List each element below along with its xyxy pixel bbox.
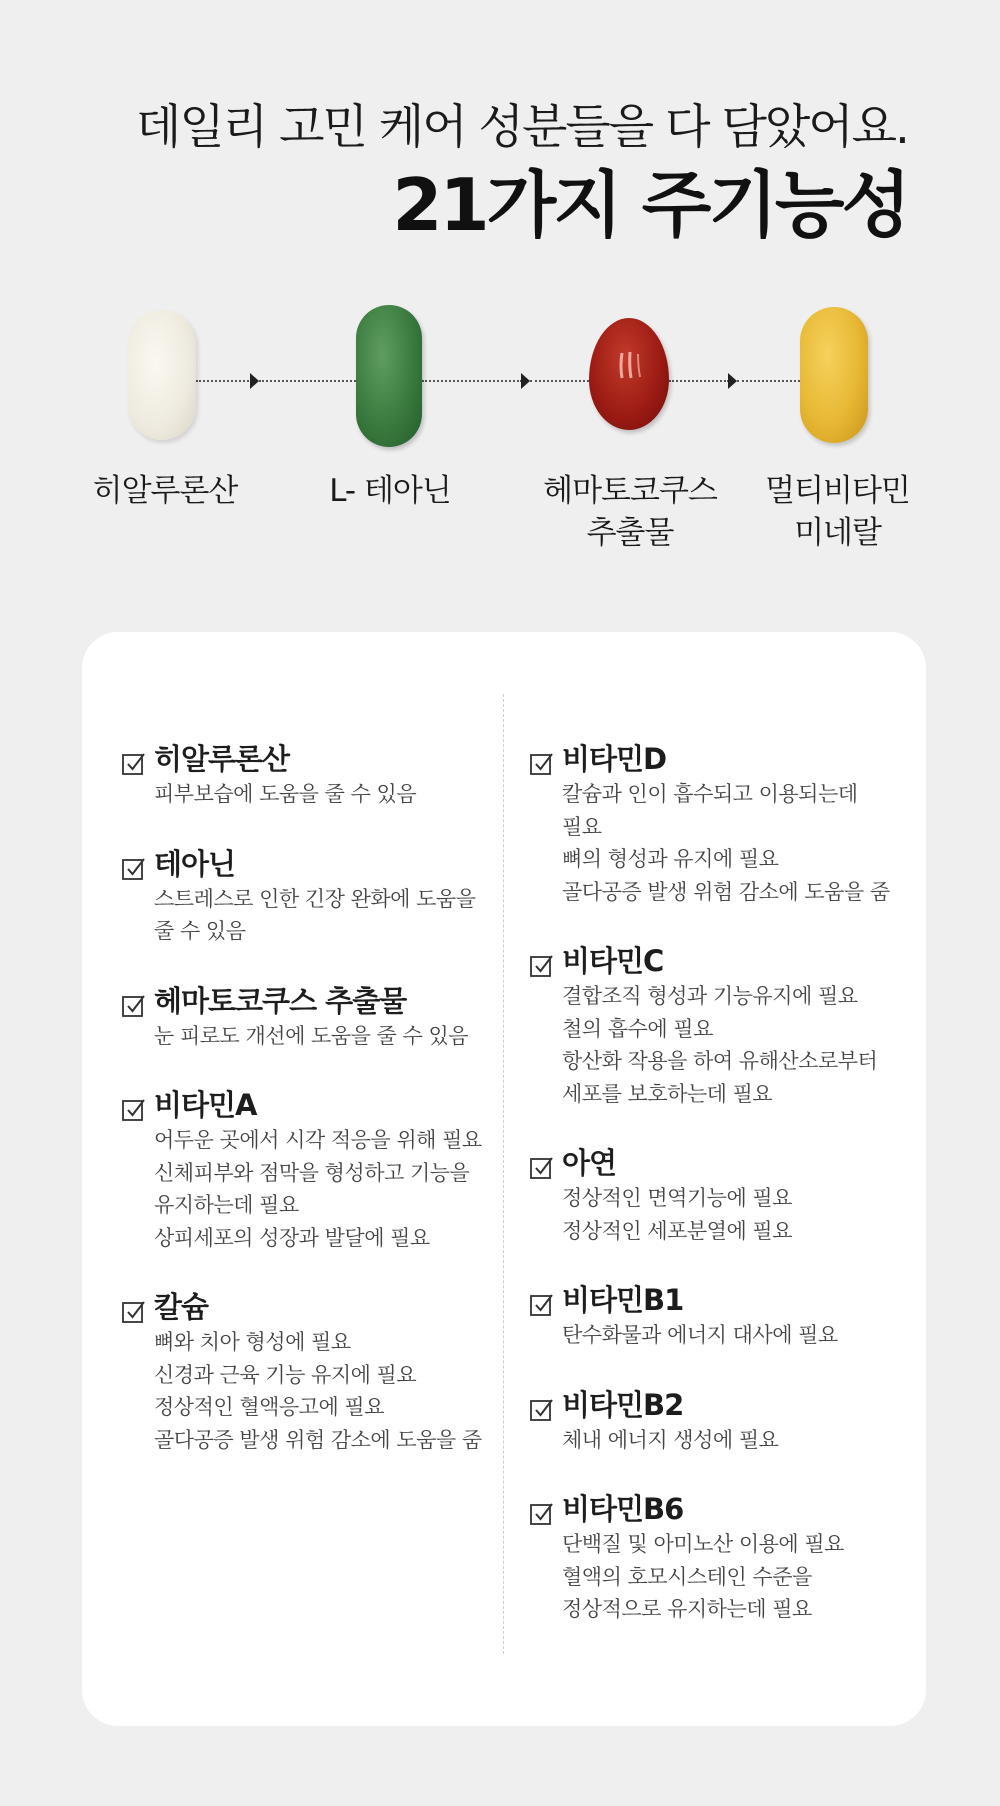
column-divider — [503, 694, 504, 1654]
ingredient-title: 헤마토코쿠스 추출물 — [154, 983, 407, 1018]
ingredient-description: 필요 — [562, 814, 602, 839]
ingredient-description: 신체피부와 점막을 형성하고 기능을 — [154, 1160, 470, 1185]
ingredient-description: 뼈의 형성과 유지에 필요 — [562, 847, 779, 871]
ingredient-description: 상피세포의 성장과 발달에 필요 — [154, 1225, 430, 1250]
ingredient-description: 피부보습에 도움을 줄 수 있음 — [154, 782, 417, 806]
ingredient-title: 비타민B6 — [562, 1492, 684, 1526]
ingredient-description: 체내 에너지 생성에 필요 — [562, 1427, 779, 1452]
ingredient-description: 탄수화물과 에너지 대사에 필요 — [562, 1323, 838, 1347]
ingredient-title-row — [122, 740, 502, 778]
connector-line — [737, 380, 800, 382]
ingredient-title: 비타민A — [154, 1088, 257, 1122]
yellow-capsule-image — [800, 307, 868, 443]
ingredient-description: 정상적으로 유지하는데 필요 — [562, 1597, 812, 1621]
checkbox-icon — [122, 1295, 146, 1319]
ingredient-description: 유지하는데 필요 — [154, 1193, 299, 1217]
softgel-highlight — [589, 318, 669, 430]
ingredient-title: 히알루론산 — [154, 742, 290, 776]
header — [136, 100, 908, 246]
ingredient-title-row — [122, 1288, 502, 1326]
ingredient-item — [122, 1086, 502, 1254]
ingredient-item — [122, 740, 502, 811]
checkbox-icon — [122, 852, 146, 876]
ingredient-description: 혈액의 호모시스테인 수준을 — [562, 1564, 812, 1589]
ingredient-title: 테아닌 — [154, 846, 236, 881]
ingredient-description: 항산화 작용을 하여 유해산소로부터 — [562, 1049, 878, 1073]
checkbox-icon — [122, 989, 146, 1013]
ingredient-description: 정상적인 세포분열에 필요 — [562, 1218, 792, 1243]
white-capsule-image — [128, 310, 196, 440]
connector-line — [259, 380, 356, 382]
ingredient-card — [82, 632, 926, 1726]
header-title: 21가지 주기능성 — [392, 163, 908, 248]
ingredient-item — [530, 740, 910, 908]
ingredient-description: 철의 흡수에 필요 — [562, 1016, 713, 1041]
ingredient-title: 비타민D — [562, 742, 667, 776]
checkbox-icon — [122, 747, 146, 771]
checkbox-icon — [530, 1497, 554, 1521]
ingredient-description: 세포를 보호하는데 필요 — [562, 1081, 773, 1106]
checkbox-icon — [530, 1288, 554, 1312]
pill-label-multivitamin: 멀티비타민 미네랄 — [765, 473, 910, 551]
pill-label-hyaluronic: 히알루론산 — [92, 473, 238, 509]
ingredient-title-row — [122, 845, 502, 883]
arrow-right-icon — [521, 373, 530, 389]
ingredient-item — [530, 1144, 910, 1247]
ingredient-item — [122, 845, 502, 948]
red-softgel-image — [589, 318, 669, 430]
ingredient-item — [530, 1490, 910, 1626]
pill-label-theanine: L- 테아닌 — [329, 473, 451, 509]
ingredient-description: 골다공증 발생 위험 감소에 도움을 줌 — [562, 879, 890, 904]
checkbox-icon — [122, 1093, 146, 1117]
ingredient-item — [530, 942, 910, 1110]
ingredient-title-row — [530, 740, 910, 778]
ingredient-title-row — [530, 1281, 910, 1319]
ingredient-title-row — [530, 1386, 910, 1424]
ingredient-description: 골다공증 발생 위험 감소에 도움을 줌 — [154, 1427, 482, 1452]
ingredient-description: 어두운 곳에서 시각 적응을 위해 필요 — [154, 1128, 482, 1152]
ingredient-item — [122, 1288, 502, 1456]
arrow-right-icon — [728, 373, 737, 389]
ingredient-title: 비타민C — [562, 944, 664, 978]
checkbox-icon — [530, 1151, 554, 1175]
ingredient-title: 칼슘 — [154, 1290, 209, 1324]
ingredient-title: 비타민B1 — [562, 1283, 684, 1317]
ingredient-description: 칼슘과 인이 흡수되고 이용되는데 — [562, 782, 858, 806]
ingredient-title-row — [530, 1490, 910, 1528]
connector-line — [530, 380, 589, 382]
ingredient-item — [530, 1281, 910, 1352]
ingredient-description: 뼈와 치아 형성에 필요 — [154, 1330, 351, 1354]
checkbox-icon — [530, 747, 554, 771]
ingredient-description: 스트레스로 인한 긴장 완화에 도움을 — [154, 886, 476, 911]
green-capsule-image — [356, 305, 422, 447]
ingredient-description: 정상적인 면역기능에 필요 — [562, 1186, 792, 1210]
header-subtitle: 데일리 고민 케어 성분들을 다 담았어요. — [135, 100, 908, 155]
connector-line — [422, 380, 522, 382]
ingredient-description: 눈 피로도 개선에 도움을 줄 수 있음 — [154, 1023, 469, 1048]
ingredient-flow — [0, 290, 1000, 580]
ingredient-title-row — [530, 942, 910, 980]
checkbox-icon — [530, 1393, 554, 1417]
checkbox-icon — [530, 949, 554, 973]
ingredient-title: 아연 — [562, 1146, 617, 1180]
ingredient-item — [122, 982, 502, 1053]
ingredient-title: 비타민B2 — [562, 1387, 684, 1422]
right-column — [530, 740, 910, 1660]
ingredient-title-row — [122, 1086, 502, 1124]
left-column — [122, 740, 502, 1490]
ingredient-title-row — [122, 982, 502, 1020]
ingredient-description: 단백질 및 아미노산 이용에 필요 — [562, 1532, 844, 1556]
ingredient-description: 정상적인 혈액응고에 필요 — [154, 1395, 384, 1419]
connector-line — [196, 380, 252, 382]
ingredient-title-row — [530, 1144, 910, 1182]
pill-label-haematococcus: 헤마토코쿠스 추출물 — [543, 473, 717, 551]
ingredient-description: 줄 수 있음 — [154, 919, 246, 943]
connector-line — [669, 380, 729, 382]
ingredient-description: 결합조직 형성과 기능유지에 필요 — [562, 984, 858, 1008]
arrow-right-icon — [250, 373, 259, 389]
ingredient-description: 신경과 근육 기능 유지에 필요 — [154, 1362, 417, 1387]
ingredient-item — [530, 1386, 910, 1457]
